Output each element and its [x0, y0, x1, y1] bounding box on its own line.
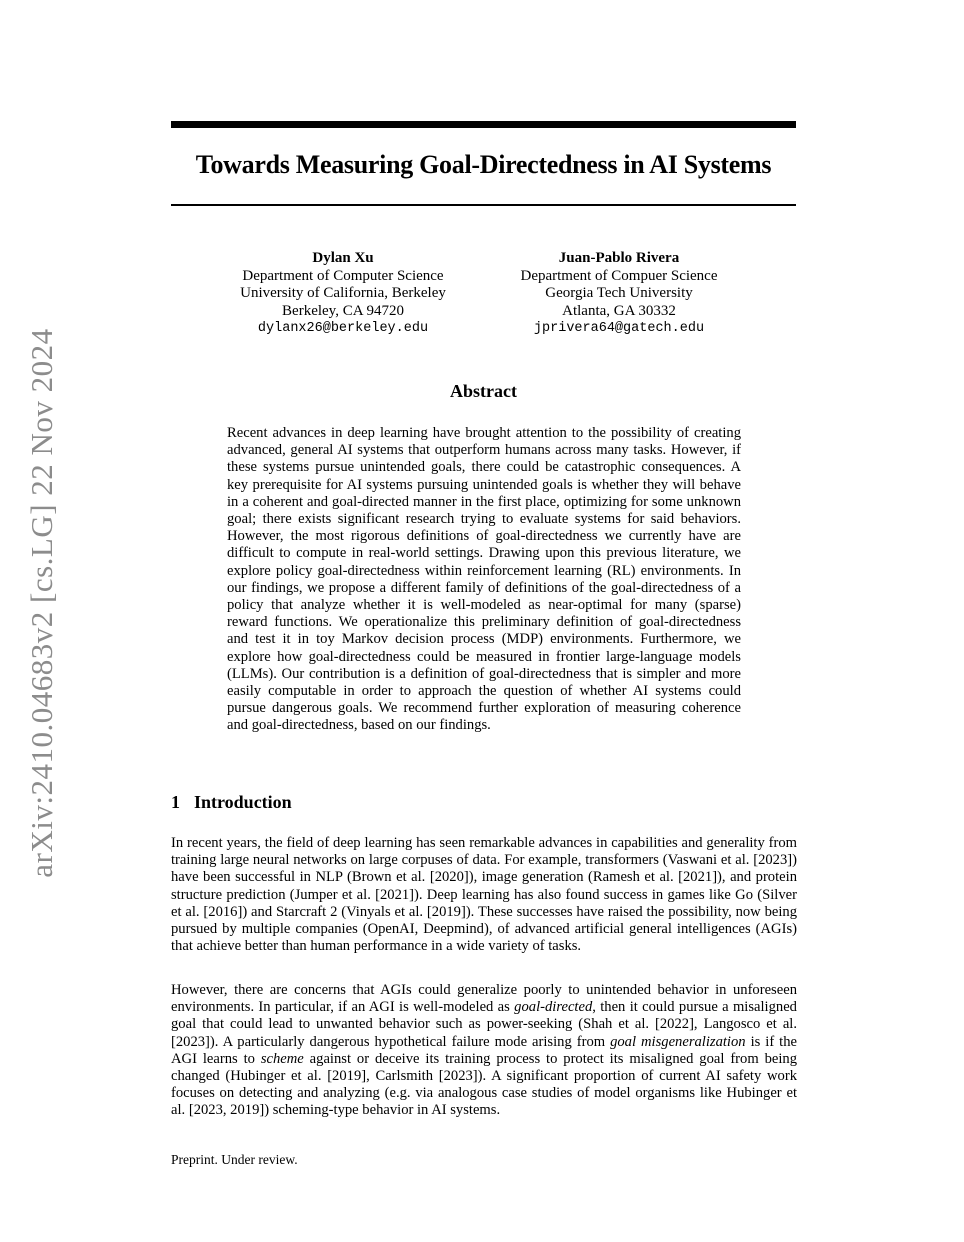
title-top-rule [171, 121, 796, 128]
author-block [193, 250, 493, 338]
author-block [469, 250, 769, 338]
author-institution: University of California, Berkeley [240, 285, 446, 301]
author-name: Dylan Xu [312, 250, 374, 266]
section-heading [171, 792, 292, 813]
preprint-note: Preprint. Under review. [171, 1152, 298, 1167]
title-bottom-rule [171, 204, 796, 206]
author-location: Berkeley, CA 94720 [282, 302, 404, 319]
author-name: Juan-Pablo Rivera [558, 250, 680, 266]
intro-paragraph-1: In recent years, the field of deep learning has seen remarkable advances in capabilities and generality from training large neural networks on large corpuses of data. For example, transformers (Vaswani et al. [2023]) have been successful in NLP (Brown et al. [2020]), image generation (Ramesh et al. [2021]), and protein structure prediction (Jumper et al. [2021]). Deep learning has also found success in games like Go (Silver et al. [2016]) and Starcraft 2 (Vinyals et al. [2019]). These successes have raised the possibility, now being pursued by multiple companies (OpenAI, Deepmind), of advanced artificial general intelligences (AGIs) that achieve better than human performance in a wide variety of tasks. [171, 835, 797, 955]
author-department: Department of Computer Science [242, 267, 444, 284]
intro-paragraph-2 [171, 982, 797, 1120]
emphasized-term: goal misgeneralization [610, 1033, 746, 1050]
abstract-heading: Abstract [450, 381, 517, 401]
author-email[interactable]: jprivera64@gatech.edu [533, 321, 705, 336]
section-number: 1 [171, 792, 180, 812]
emphasized-term: goal-directed [514, 999, 593, 1016]
paper-title: Towards Measuring Goal-Directedness in AI Systems [195, 150, 772, 179]
arxiv-identifier: arXiv:2410.04683v2 [cs.LG] 22 Nov 2024 [24, 328, 59, 878]
text-run: , then it could pursue a misaligned goal that could lead to unwanted behavior such as power-seeking (Shah et al. [2022], Langosco et al. [2023]). A particularly dangerous hypothetical failure mode arising from [171, 999, 797, 1050]
author-institution: Georgia Tech University [545, 285, 693, 301]
section-title: Introduction [194, 792, 292, 812]
abstract-text: Recent advances in deep learning have brought attention to the possibility of creating advanced, general AI systems that outperform humans across many tasks. However, if these systems pursue unintended goals, there could be catastrophic consequences. A key prerequisite for AI systems pursuing unintended goals is whether they will behave in a coherent and goal-directed manner in the first place, optimizing for some unknown goal; there exists significant research trying to evaluate systems for said behaviors. However, the most rigorous definitions of goal-directedness we currently have are difficult to compute in real-world settings. Drawing upon this previous literature, we explore policy goal-directedness within reinforcement learning (RL) environments. In our findings, we propose a different family of definitions of the goal-directedness of a policy that analyze whether it is well-modeled as near-optimal for many (sparse) reward functions. We operationalize this preliminary definition of goal-directedness and test it in toy Markov decision process (MDP) environments. Furthermore, we explore how goal-directedness could be measured in frontier large-language models (LLMs). Our contribution is a definition of goal-directedness that is simpler and more easily computable in order to approach the question of whether AI systems could pursue dangerous goals. We recommend further exploration of measuring coherence and goal-directedness, based on our findings. [227, 425, 741, 734]
text-run: is if the AGI learns to [171, 1033, 797, 1067]
text-run: against or deceive its training process to protect its misaligned goal from being changed (Hubinger et al. [2019], Carlsmith [2023]). A significant proportion of current AI safety work focuses on detecting and analyzing (e.g. via analogous case studies of model organisms like Hubinger et al. [2023, 2019]) scheming-type behavior in AI systems. [171, 1050, 797, 1119]
author-email[interactable]: dylanx26@berkeley.edu [257, 321, 429, 336]
author-department: Department of Compuer Science [520, 267, 718, 284]
author-location: Atlanta, GA 30332 [562, 302, 676, 319]
emphasized-term: scheme [260, 1050, 304, 1067]
text-run: However, there are concerns that AGIs could generalize poorly to unintended behavior in unforeseen environments. In particular, if an AGI is well-modeled as [171, 982, 797, 1016]
